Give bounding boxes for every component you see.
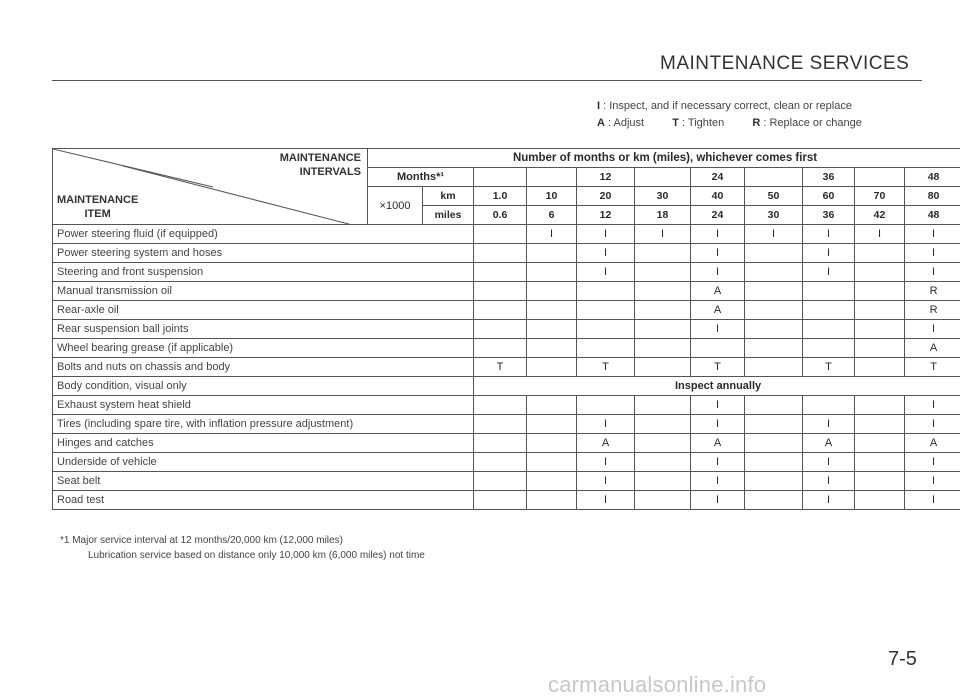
service-cell: I [905, 263, 960, 282]
km-cell: 60 [803, 187, 855, 206]
service-cell [474, 225, 527, 244]
km-cell: 20 [577, 187, 635, 206]
service-cell [635, 453, 691, 472]
intervals-heading: MAINTENANCE INTERVALS [279, 152, 361, 178]
service-cell: I [691, 263, 745, 282]
months-cell [855, 168, 905, 187]
service-cell [527, 301, 577, 320]
service-cell: I [803, 491, 855, 510]
service-cell [745, 339, 803, 358]
table-row [53, 396, 960, 415]
service-cell [745, 453, 803, 472]
maintenance-item-label: Seat belt [53, 472, 474, 491]
service-cell: I [577, 415, 635, 434]
service-cell [745, 396, 803, 415]
service-cell [855, 472, 905, 491]
months-cell: 24 [691, 168, 745, 187]
table-row [53, 434, 960, 453]
service-cell [691, 339, 745, 358]
service-cell [803, 282, 855, 301]
service-cell: A [905, 339, 960, 358]
service-cell [855, 320, 905, 339]
km-cell: 80 [905, 187, 960, 206]
service-cell: I [691, 472, 745, 491]
service-cell: T [803, 358, 855, 377]
table-row [53, 282, 960, 301]
service-cell: A [691, 434, 745, 453]
multiplier-label: ×1000 [368, 187, 423, 225]
item-heading: MAINTENANCE ITEM [57, 194, 139, 220]
service-cell [527, 244, 577, 263]
service-cell: I [691, 396, 745, 415]
service-cell [635, 396, 691, 415]
service-cell: I [803, 415, 855, 434]
maintenance-item-label: Bolts and nuts on chassis and body [53, 358, 474, 377]
service-cell: I [803, 453, 855, 472]
service-cell [745, 320, 803, 339]
miles-cell: 18 [635, 206, 691, 225]
service-cell [527, 339, 577, 358]
service-cell [474, 472, 527, 491]
service-cell [803, 301, 855, 320]
service-cell: R [905, 282, 960, 301]
legend-tighten-text: : Tighten [682, 117, 725, 129]
table-row [53, 472, 960, 491]
maintenance-item-label: Hinges and catches [53, 434, 474, 453]
service-cell [745, 491, 803, 510]
service-cell [855, 301, 905, 320]
footnote-major-service: *1 Major service interval at 12 months/20,000 km (12,000 miles) [60, 535, 343, 546]
table-row [53, 244, 960, 263]
maintenance-item-label: Body condition, visual only [53, 377, 474, 396]
legend-inspect-key: I [597, 100, 601, 112]
service-cell: I [803, 225, 855, 244]
service-cell [745, 244, 803, 263]
table-row [53, 358, 960, 377]
service-cell [527, 320, 577, 339]
service-cell: I [905, 453, 960, 472]
service-cell: I [691, 453, 745, 472]
table-row [53, 339, 960, 358]
months-cell: 12 [577, 168, 635, 187]
service-cell [635, 491, 691, 510]
km-label: km [423, 187, 474, 206]
miles-cell: 30 [745, 206, 803, 225]
table-row [53, 301, 960, 320]
service-cell [474, 453, 527, 472]
service-cell [474, 320, 527, 339]
maintenance-item-label: Underside of vehicle [53, 453, 474, 472]
maintenance-item-label: Wheel bearing grease (if applicable) [53, 339, 474, 358]
service-cell [474, 244, 527, 263]
legend-adjust-tighten-replace [597, 117, 862, 129]
maintenance-item-label: Rear-axle oil [53, 301, 474, 320]
service-cell [527, 396, 577, 415]
service-cell [745, 301, 803, 320]
service-cell [577, 282, 635, 301]
service-cell: I [577, 225, 635, 244]
km-cell: 30 [635, 187, 691, 206]
months-cell [474, 168, 527, 187]
service-cell: I [527, 225, 577, 244]
service-cell [635, 415, 691, 434]
table-row [53, 415, 960, 434]
service-cell [577, 396, 635, 415]
service-cell [745, 358, 803, 377]
service-cell [803, 396, 855, 415]
maintenance-item-label: Power steering fluid (if equipped) [53, 225, 474, 244]
service-cell [577, 339, 635, 358]
km-cell: 1.0 [474, 187, 527, 206]
service-cell: I [803, 472, 855, 491]
table-row [53, 491, 960, 510]
service-cell [855, 491, 905, 510]
footnote-lubrication: Lubrication service based on distance only 10,000 km (6,000 miles) not time [88, 550, 425, 561]
service-cell: I [905, 472, 960, 491]
service-cell [474, 415, 527, 434]
service-cell: I [905, 225, 960, 244]
service-cell [855, 339, 905, 358]
service-cell [855, 453, 905, 472]
service-cell [855, 358, 905, 377]
miles-cell: 36 [803, 206, 855, 225]
service-cell: T [691, 358, 745, 377]
maintenance-item-label: Steering and front suspension [53, 263, 474, 282]
service-cell [635, 301, 691, 320]
months-cell: 48 [905, 168, 960, 187]
service-cell: A [691, 301, 745, 320]
service-cell [745, 472, 803, 491]
legend-inspect-text: : Inspect, and if necessary correct, clean or replace [603, 100, 852, 112]
service-cell [474, 263, 527, 282]
service-cell: I [803, 244, 855, 263]
service-cell [527, 434, 577, 453]
service-cell [745, 434, 803, 453]
table-row [53, 453, 960, 472]
miles-cell: 42 [855, 206, 905, 225]
legend-replace-key: R [752, 117, 761, 129]
legend-replace-text: : Replace or change [763, 117, 862, 129]
miles-cell: 6 [527, 206, 577, 225]
months-cell [635, 168, 691, 187]
service-cell: A [577, 434, 635, 453]
service-cell: A [691, 282, 745, 301]
service-cell: T [905, 358, 960, 377]
service-cell [745, 415, 803, 434]
service-cell [474, 396, 527, 415]
service-cell: I [905, 415, 960, 434]
title-divider [52, 80, 922, 81]
service-cell: I [803, 263, 855, 282]
service-cell: I [855, 225, 905, 244]
service-cell [527, 491, 577, 510]
service-cell: I [635, 225, 691, 244]
miles-cell: 24 [691, 206, 745, 225]
service-cell: I [691, 320, 745, 339]
table-row [53, 263, 960, 282]
service-cell: T [577, 358, 635, 377]
miles-label: miles [423, 206, 474, 225]
service-cell: I [577, 491, 635, 510]
service-cell [635, 244, 691, 263]
service-cell [855, 434, 905, 453]
service-cell [527, 415, 577, 434]
service-cell [803, 320, 855, 339]
service-cell: I [691, 415, 745, 434]
service-cell: I [691, 225, 745, 244]
annual-inspection-cell: Inspect annually [474, 377, 960, 396]
service-cell: I [905, 396, 960, 415]
service-cell [527, 282, 577, 301]
legend-adjust-text: : Adjust [608, 117, 645, 129]
service-cell [855, 263, 905, 282]
service-cell [803, 339, 855, 358]
service-cell [527, 263, 577, 282]
service-cell [855, 282, 905, 301]
service-cell [527, 358, 577, 377]
service-cell [474, 282, 527, 301]
service-cell: I [905, 244, 960, 263]
service-cell [635, 320, 691, 339]
service-cell: I [905, 320, 960, 339]
table-row [53, 320, 960, 339]
miles-cell: 0.6 [474, 206, 527, 225]
service-cell [745, 282, 803, 301]
maintenance-item-label: Exhaust system heat shield [53, 396, 474, 415]
service-cell [577, 320, 635, 339]
legend-adjust-key: A [597, 117, 605, 129]
service-cell [635, 434, 691, 453]
service-cell [474, 434, 527, 453]
service-cell: T [474, 358, 527, 377]
page-title: MAINTENANCE SERVICES [660, 53, 910, 74]
service-cell: I [905, 491, 960, 510]
table-row [53, 225, 960, 244]
months-cell [745, 168, 803, 187]
service-cell: I [691, 491, 745, 510]
service-cell: I [577, 472, 635, 491]
watermark: carmanualsonline.info [548, 672, 767, 697]
service-cell [745, 263, 803, 282]
table-row [53, 377, 960, 396]
service-cell [474, 339, 527, 358]
months-cell: 36 [803, 168, 855, 187]
maintenance-item-label: Road test [53, 491, 474, 510]
miles-cell: 48 [905, 206, 960, 225]
maintenance-item-label: Manual transmission oil [53, 282, 474, 301]
table-corner-header [53, 149, 368, 225]
km-cell: 70 [855, 187, 905, 206]
service-cell [527, 472, 577, 491]
service-cell: I [691, 244, 745, 263]
service-cell: I [577, 263, 635, 282]
service-cell: R [905, 301, 960, 320]
maintenance-item-label: Rear suspension ball joints [53, 320, 474, 339]
intervals-main-heading: Number of months or km (miles), whichever comes first [368, 149, 960, 168]
service-cell [855, 415, 905, 434]
page-number: 7-5 [888, 648, 917, 670]
legend-tighten-key: T [672, 117, 679, 129]
service-cell: I [745, 225, 803, 244]
maintenance-item-label: Power steering system and hoses [53, 244, 474, 263]
service-cell: A [905, 434, 960, 453]
service-cell [635, 358, 691, 377]
service-cell [474, 301, 527, 320]
service-cell: A [803, 434, 855, 453]
legend-inspect [597, 100, 852, 112]
km-cell: 50 [745, 187, 803, 206]
service-cell [577, 301, 635, 320]
service-cell [635, 472, 691, 491]
km-cell: 10 [527, 187, 577, 206]
km-cell: 40 [691, 187, 745, 206]
service-cell [635, 339, 691, 358]
service-cell [527, 453, 577, 472]
service-cell [635, 282, 691, 301]
service-cell [855, 244, 905, 263]
service-cell [474, 491, 527, 510]
maintenance-item-label: Tires (including spare tire, with inflation pressure adjustment) [53, 415, 474, 434]
months-label: Months*¹ [368, 168, 474, 187]
service-cell: I [577, 244, 635, 263]
service-cell [635, 263, 691, 282]
miles-cell: 12 [577, 206, 635, 225]
service-cell: I [577, 453, 635, 472]
months-cell [527, 168, 577, 187]
maintenance-schedule-table [52, 148, 960, 510]
service-cell [855, 396, 905, 415]
